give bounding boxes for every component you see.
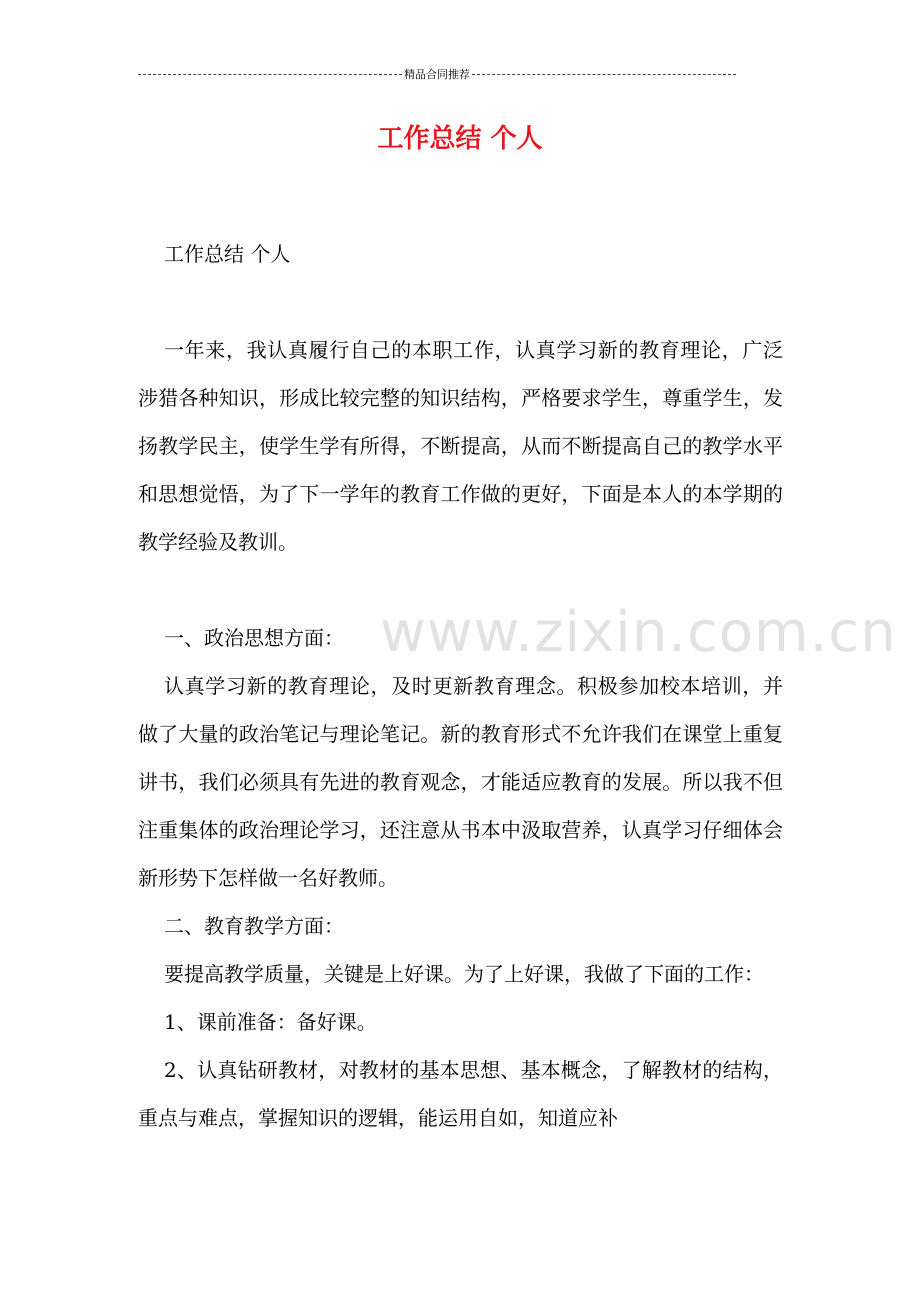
paragraph: 工作总结 个人 [164,242,291,266]
paragraph: 认真学习新的教育理论，及时更新教育理念。积极参加校本培训，并做了大量的政治笔记与理论笔记。新的教育形式不允许我们在课堂上重复讲书，我们必须具有先进的教育观念，才能适应教育的发展。所以我不但注重集体的政治理论学习，还注意从书本中汲取营养，认真学习仔细体会新形势下怎样做一名好教师。 [138,674,783,890]
header-dash-left [138,74,402,75]
document-title: 工作总结 个人 [377,124,543,154]
main-content [138,614,783,1142]
header-label: 精品合同推荐 [404,68,470,81]
watermark: www.zixin.com.cn [380,600,897,665]
section-heading: 一、政治思想方面： [164,626,344,650]
header-dash-right [472,74,736,75]
intro-paragraph [138,326,783,566]
section-heading: 二、教育教学方面： [164,914,344,938]
paragraph: 一年来，我认真履行自己的本职工作，认真学习新的教育理论，广泛涉猎各种知识，形成比较完整的知识结构，严格要求学生，尊重学生，发扬教学民主，使学生学有所得，不断提高，从而不断提高自己的教学水平和思想觉悟，为了下一学年的教育工作做的更好，下面是本人的本学期的教学经验及教训。 [138,338,783,554]
paragraph: 2、认真钻研教材，对教材的基本思想、基本概念，了解教材的结构，重点与难点，掌握知识的逻辑，能运用自如，知道应补 [138,1058,783,1130]
page-header [138,66,736,82]
subtitle-paragraph [138,230,783,278]
list-item: 1、课前准备：备好课。 [164,1010,377,1034]
paragraph: 要提高教学质量，关键是上好课。为了上好课，我做了下面的工作： [164,962,764,986]
